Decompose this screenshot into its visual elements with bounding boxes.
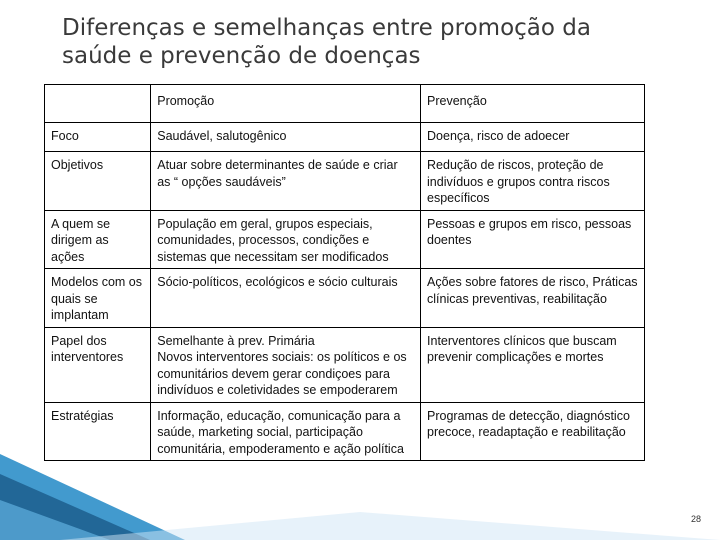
promocao-cell: Saudável, salutogênico bbox=[151, 123, 421, 152]
table-row bbox=[45, 269, 645, 328]
promocao-cell: População em geral, grupos especiais, comunidades, processos, condições e sistemas que necessitam ser modificados bbox=[151, 210, 421, 269]
prevencao-cell: Pessoas e grupos em risco, pessoas doentes bbox=[421, 210, 645, 269]
table-row bbox=[45, 402, 645, 461]
row-label: Foco bbox=[45, 123, 151, 152]
row-label: Objetivos bbox=[45, 152, 151, 211]
row-label: Papel dos interventores bbox=[45, 327, 151, 402]
promocao-cell bbox=[151, 327, 421, 402]
prevencao-cell: Programas de detecção, diagnóstico precoce, readaptação e reabilitação bbox=[421, 402, 645, 461]
header-empty-cell bbox=[45, 85, 151, 123]
prevencao-cell: Redução de riscos, proteção de indivíduos e grupos contra riscos específicos bbox=[421, 152, 645, 211]
promocao-cell-line-1: Semelhante à prev. Primária bbox=[157, 333, 315, 348]
promocao-cell: Informação, educação, comunicação para a saúde, marketing social, participação comunitária, empoderamento e ação política bbox=[151, 402, 421, 461]
table-row bbox=[45, 327, 645, 402]
table-row bbox=[45, 210, 645, 269]
table-row bbox=[45, 123, 645, 152]
slide-title-line-1: Diferenças e semelhanças entre promoção da bbox=[62, 15, 591, 41]
row-label: Estratégias bbox=[45, 402, 151, 461]
promocao-cell: Sócio-políticos, ecológicos e sócio culturais bbox=[151, 269, 421, 328]
prevencao-cell: Ações sobre fatores de risco, Práticas clínicas preventivas, reabilitação bbox=[421, 269, 645, 328]
header-promocao: Promoção bbox=[151, 85, 421, 123]
comparison-table bbox=[44, 84, 645, 461]
slide-title bbox=[62, 14, 662, 70]
promocao-cell-line-2: Novos interventores sociais: os políticos e os comunitários devem gerar condiçoes para indivíduos e coletividades se empoderarem bbox=[157, 350, 407, 397]
header-prevencao: Prevenção bbox=[421, 85, 645, 123]
prevencao-cell: Doença, risco de adoecer bbox=[421, 123, 645, 152]
page-number: 28 bbox=[690, 514, 701, 524]
prevencao-cell: Interventores clínicos que buscam prevenir complicações e mortes bbox=[421, 327, 645, 402]
table-header-row bbox=[45, 85, 645, 123]
row-label: A quem se dirigem as ações bbox=[45, 210, 151, 269]
row-label: Modelos com os quais se implantam bbox=[45, 269, 151, 328]
promocao-cell: Atuar sobre determinantes de saúde e criar as “ opções saudáveis” bbox=[151, 152, 421, 211]
table-row bbox=[45, 152, 645, 211]
slide-title-line-2: saúde e prevenção de doenças bbox=[62, 43, 421, 69]
